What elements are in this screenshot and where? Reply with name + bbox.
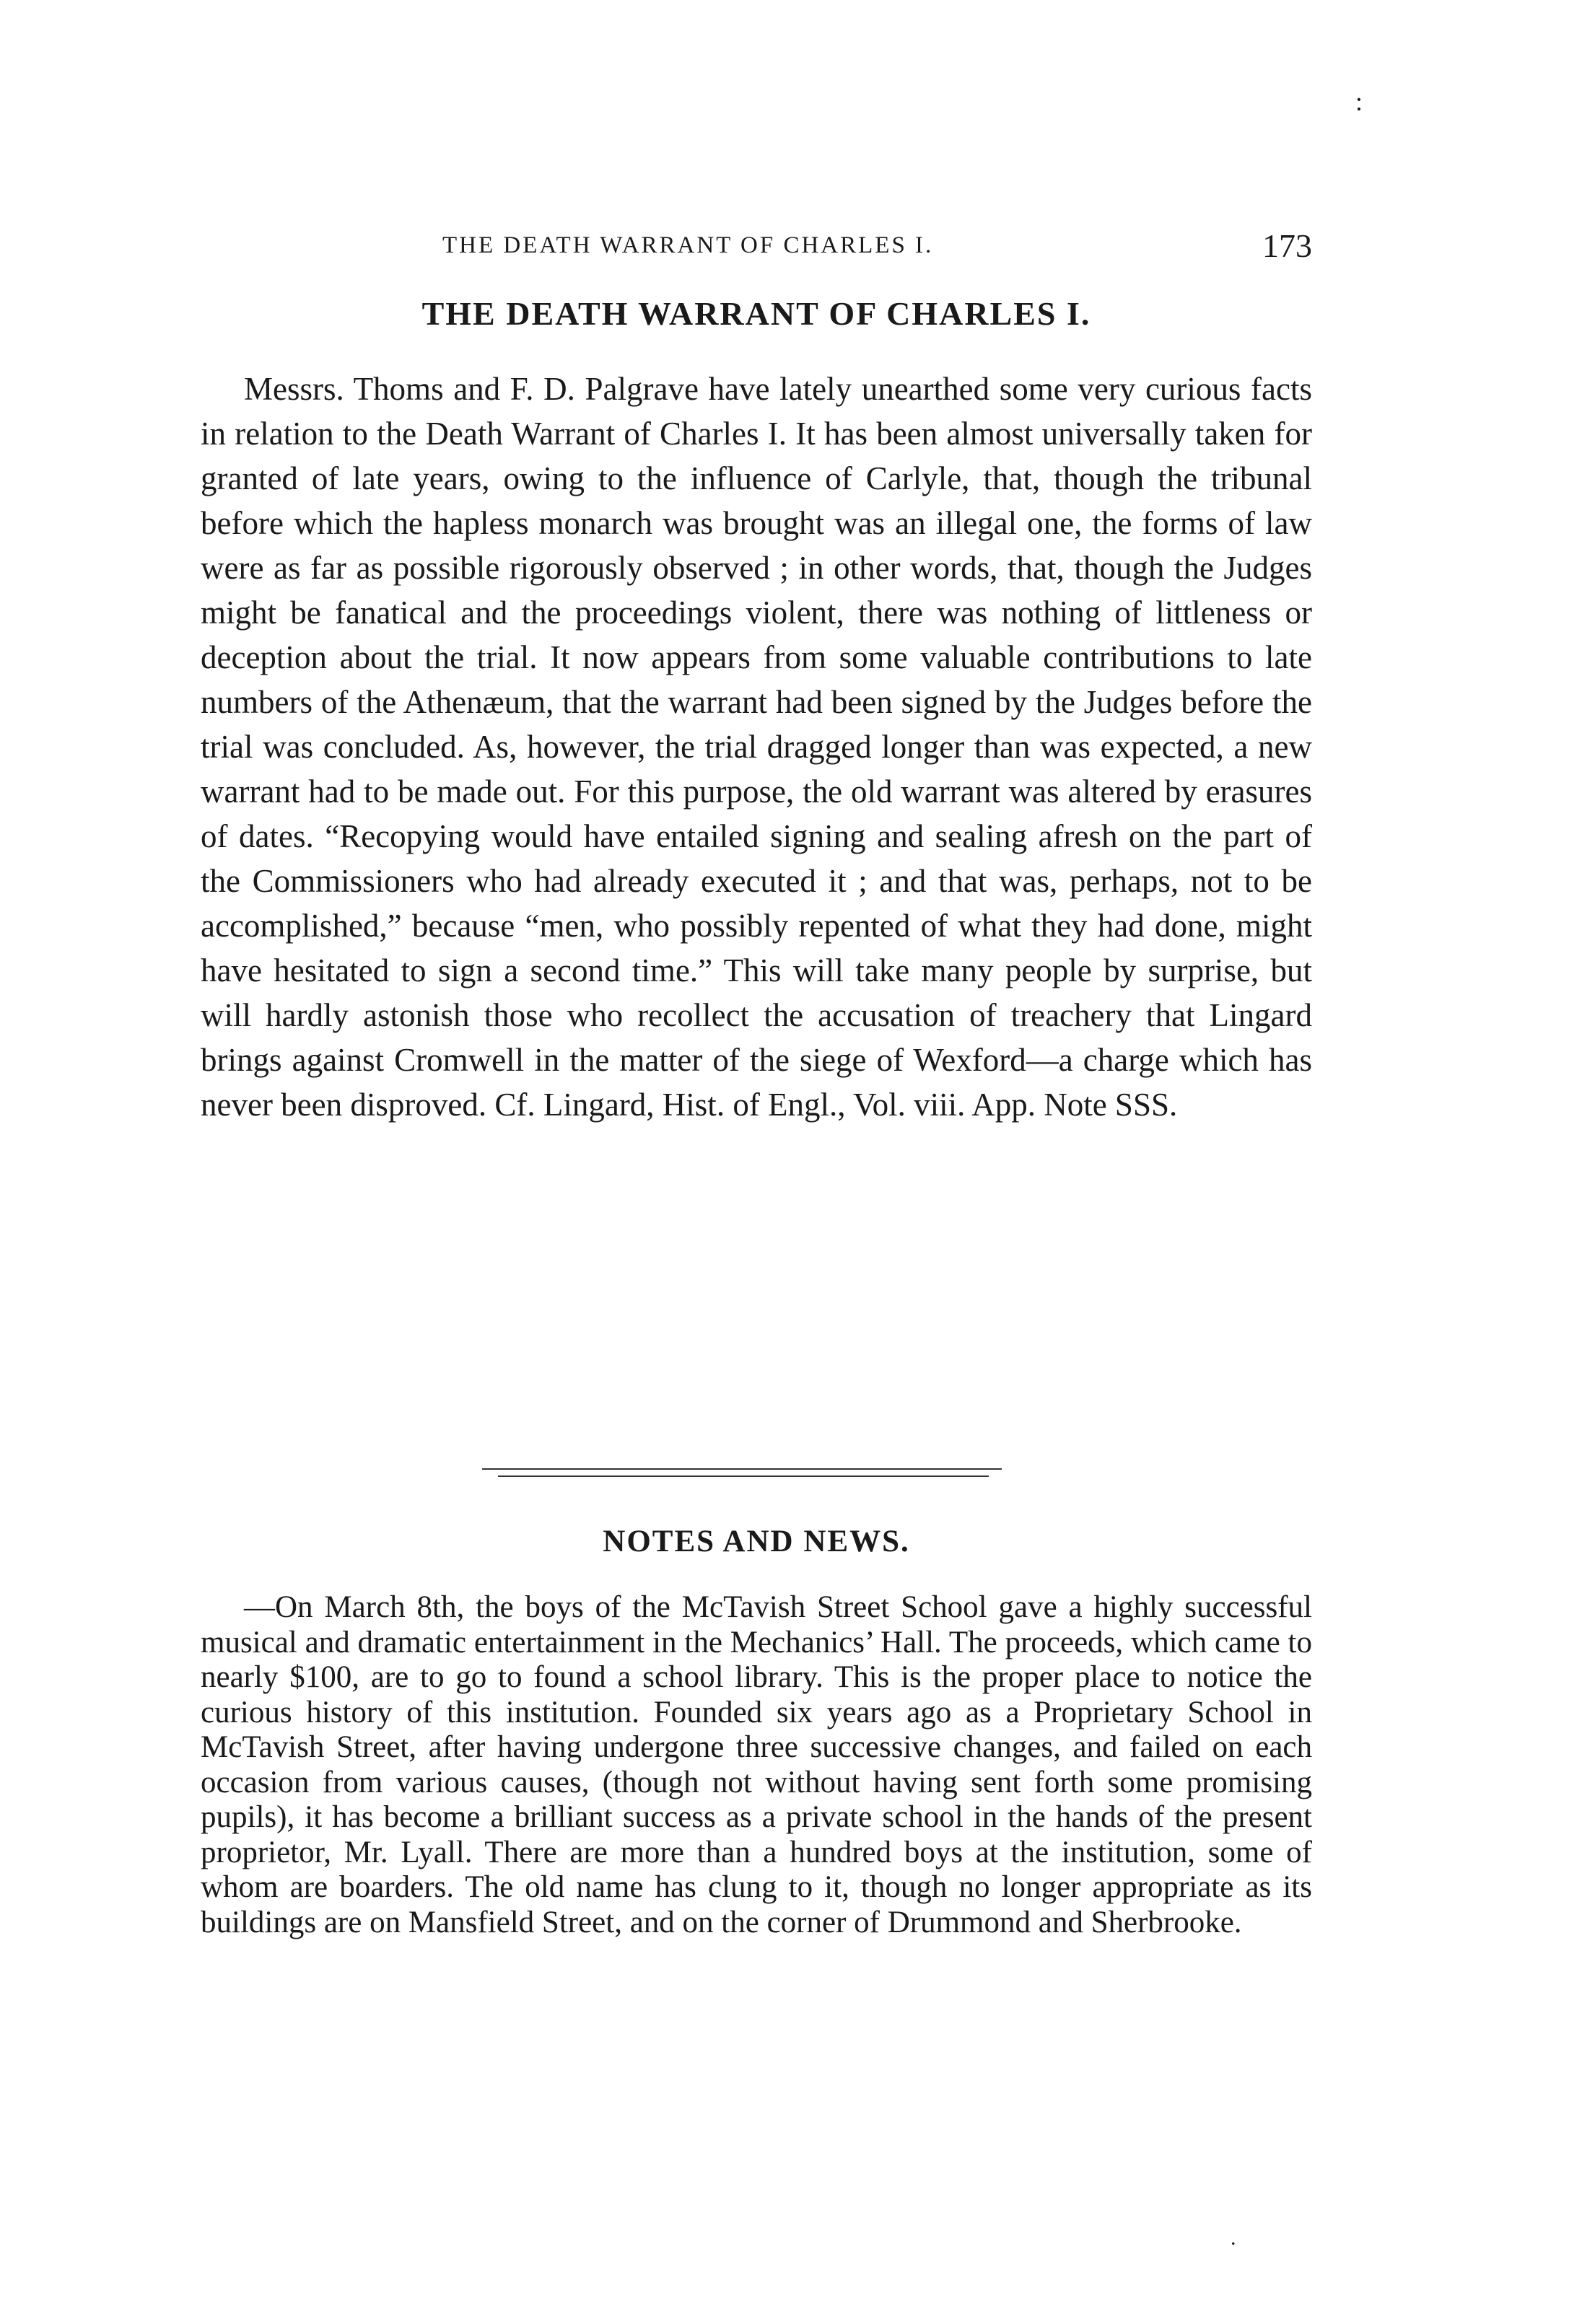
section-divider-bottom (498, 1475, 989, 1477)
running-head-title: THE DEATH WARRANT OF CHARLES I. (442, 232, 934, 258)
article-paragraph (201, 367, 1312, 1127)
notes-title: NOTES AND NEWS. (603, 1525, 910, 1558)
notes-section (201, 1524, 1312, 1559)
notes-body (201, 1590, 1312, 1940)
article-section (201, 294, 1312, 333)
page-number: 173 (1262, 227, 1312, 264)
running-head (201, 227, 1312, 276)
notes-paragraph-text: —On March 8th, the boys of the McTavish Street School gave a highly successful musical and dramatic entertainment in the Mechanics’ Hall. The proceeds, which came to nearly $100, are to go to found a school library. This is the proper place to notice the curious history of this institution. Founded six years ago as a Proprietary School in McTavish Street, after having undergone three successive changes, and failed on each occasion from various causes, (though not without having sent forth some promising pupils), it has become a brilliant success as a private school in the hands of the present proprietor, Mr. Lyall. There are more than a hundred boys at the institution, some of whom are boarders. The old name has clung to it, though no longer appropriate as its buildings are on Mansfield Street, and on the corner of Drummond and Sherbrooke. (201, 1590, 1312, 1939)
margin-mark: : (1355, 87, 1363, 116)
notes-paragraph (201, 1590, 1312, 1940)
article-title: THE DEATH WARRANT OF CHARLES I. (421, 295, 1091, 332)
section-divider-top (482, 1468, 1002, 1470)
article-body (201, 367, 1312, 1127)
article-paragraph-text: Messrs. Thoms and F. D. Palgrave have lately unearthed some very curious facts in relation to the Death Warrant of Charles I. It has been almost universally taken for granted of late years, owing to the influence of Carlyle, that, though the tribunal before which the hapless monarch was brought was an illegal one, the forms of law were as far as possible rigorously observed ; in other words, that, though the Judges might be fanatical and the proceedings violent, there was nothing of littleness or deception about the trial. It now appears from some valuable contributions to late numbers of the Athenæum, that the warrant had been signed by the Judges before the trial was concluded. As, however, the trial dragged longer than was expected, a new warrant had to be made out. For this purpose, the old warrant was altered by erasures of dates. “Recopying would have entailed signing and sealing afresh on the part of the Commissioners who had already executed it ; and that was, perhaps, not to be accomplished,” because “men, who possibly repented of what they had done, might have hesitated to sign a second time.” This will take many people by surprise, but will hardly astonish those who recollect the accusation of treachery that Lingard brings against Cromwell in the matter of the siege of Wexford—a charge which has never been disproved. Cf. Lingard, Hist. of Engl., Vol. viii. App. Note SSS. (201, 371, 1312, 1123)
stray-dot: . (1231, 2226, 1236, 2250)
